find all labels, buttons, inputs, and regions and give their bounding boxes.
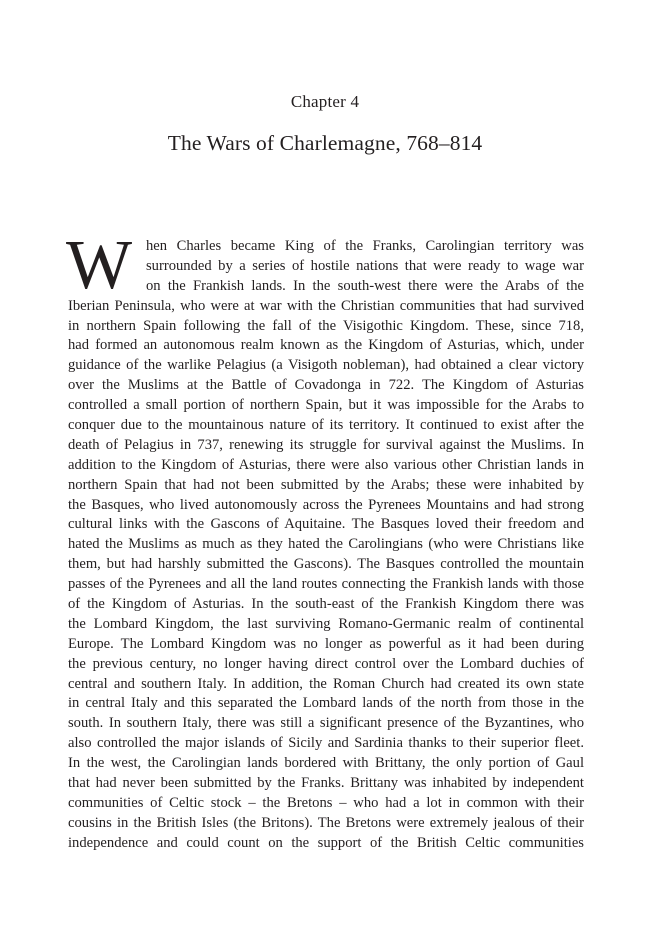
- text-line: that had never been submitted by the Franks. Brittany was inhabited by independent: [68, 775, 584, 792]
- chapter-title: The Wars of Charlemagne, 768–814: [167, 131, 483, 155]
- text-line: Europe. The Lombard Kingdom was no longer as powerful as it had been during: [68, 635, 584, 652]
- text-line: the Lombard Kingdom, the last surviving Romano-Germanic realm of continental: [68, 615, 584, 632]
- text-line: cousins in the British Isles (the Britons). The Bretons were extremely jealous of their: [68, 814, 584, 831]
- text-line: Iberian Peninsula, who were at war with the Christian communities that had survived: [68, 297, 584, 314]
- text-line: in central Italy and this separated the Lombard lands of the north from those in the: [68, 695, 584, 712]
- text-line: the Basques, who lived autonomously across the Pyrenees Mountains and had strong: [68, 496, 584, 513]
- chapter-label: Chapter 4: [290, 92, 360, 111]
- drop-cap: W: [66, 227, 133, 304]
- text-line: central and southern Italy. In addition, the Roman Church had created its own state: [68, 675, 584, 692]
- text-line: independence and could count on the support of the British Celtic communities: [68, 834, 584, 851]
- text-line: In the west, the Carolingian lands bordered with Brittany, the only portion of Gaul: [68, 755, 584, 772]
- text-line: on the Frankish lands. In the south-west there were the Arabs of the: [146, 277, 584, 294]
- text-line: controlled a small portion of northern Spain, but it was impossible for the Arabs to: [68, 397, 584, 414]
- text-line: death of Pelagius in 737, renewing its struggle for survival against the Muslims. In: [68, 436, 584, 453]
- text-line: in northern Spain following the fall of the Visigothic Kingdom. These, since 718,: [68, 317, 584, 334]
- text-line: hen Charles became King of the Franks, Carolingian territory was: [146, 238, 584, 254]
- text-line: cultural links with the Gascons of Aquitaine. The Basques loved their freedom and: [68, 516, 584, 533]
- body-paragraph: [66, 227, 584, 854]
- text-line: conquer due to the mountainous nature of its territory. It continued to exist after the: [68, 417, 584, 434]
- text-line: over the Muslims at the Battle of Covadonga in 722. The Kingdom of Asturias: [68, 377, 584, 394]
- text-line: also controlled the major islands of Sicily and Sardinia thanks to their superior fleet.: [68, 735, 584, 752]
- text-line: surrounded by a series of hostile nations that were ready to wage war: [146, 257, 584, 274]
- text-line: the previous century, no longer having direct control over the Lombard duchies of: [68, 655, 584, 672]
- text-line: south. In southern Italy, there was still a significant presence of the Byzantines, who: [68, 715, 584, 732]
- text-line: of the Kingdom of Asturias. In the south-east of the Frankish Kingdom there was: [68, 596, 584, 613]
- text-line: them, but had harshly submitted the Gascons). The Basques controlled the mountain: [68, 556, 584, 573]
- text-line: addition to the Kingdom of Asturias, there were also various other Christian lands in: [68, 456, 584, 473]
- text-line: northern Spain that had not been submitted by the Arabs; these were inhabited by: [68, 476, 584, 493]
- text-line: guidance of the warlike Pelagius (a Visigoth nobleman), had obtained a clear victory: [68, 357, 584, 374]
- text-line: hated the Muslims as much as they hated the Carolingians (who were Christians like: [68, 536, 584, 553]
- text-line: passes of the Pyrenees and all the land routes connecting the Frankish lands with those: [68, 576, 584, 593]
- text-line: communities of Celtic stock – the Bretons – who had a lot in common with their: [68, 794, 584, 811]
- text-line: had formed an autonomous realm known as the Kingdom of Asturias, which, under: [68, 337, 584, 354]
